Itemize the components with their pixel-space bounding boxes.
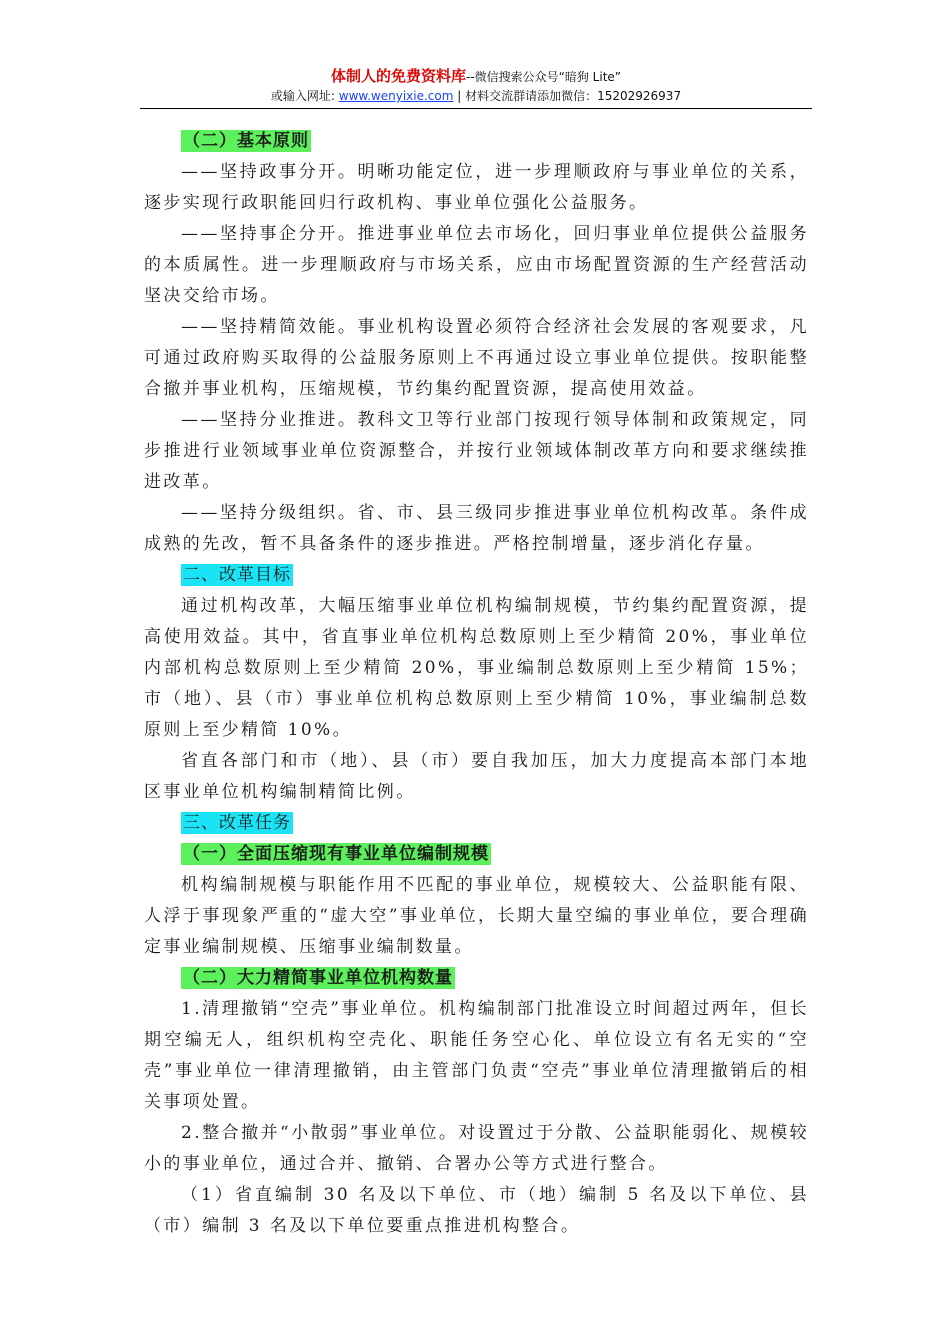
heading-highlight: （二）基本原则 xyxy=(183,131,309,151)
section-heading-basic-principles xyxy=(144,126,809,157)
subheading-task-2 xyxy=(144,963,809,994)
paragraph-principle-2: ——坚持事企分开。推进事业单位去市场化，回归事业单位提供公益服务的本质属性。进一步理顺政府与市场关系，应由市场配置资源的生产经营活动坚决交给市场。 xyxy=(144,224,809,306)
paragraph-principle-1: ——坚持政事分开。明晰功能定位，进一步理顺政府与事业单位的关系，逐步实现行政职能回归行政机构、事业单位强化公益服务。 xyxy=(144,162,809,213)
paragraph-task-1: 机构编制规模与职能作用不匹配的事业单位，规模较大、公益职能有限、人浮于事现象严重的“虚大空”事业单位，长期大量空编的事业单位，要合理确定事业编制规模、压缩事业编制数量。 xyxy=(144,875,809,957)
paragraph-principle-5: ——坚持分级组织。省、市、县三级同步推进事业单位机构改革。条件成成熟的先改，暂不具备条件的逐步推进。严格控制增量，逐步消化存量。 xyxy=(144,503,809,554)
paragraph-goals-2: 省直各部门和市（地）、县（市）要自我加压，加大力度提高本部门本地区事业单位机构编制精简比例。 xyxy=(144,751,809,802)
paragraph-goals-1: 通过机构改革，大幅压缩事业单位机构编制规模，节约集约配置资源，提高使用效益。其中，省直事业单位机构总数原则上至少精简 20%，事业单位内部机构总数原则上至少精简 20%，事业编制总数原则上至少精简 15%；市（地）、县（市）事业单位机构总数原则上至少精简 10%，事业编制总数原则上至少精简 10%。 xyxy=(144,596,809,740)
heading-highlight: 二、改革目标 xyxy=(183,565,291,585)
subheading-task-1 xyxy=(144,839,809,870)
section-heading-reform-goals xyxy=(144,560,809,591)
heading-highlight: （二）大力精简事业单位机构数量 xyxy=(183,968,453,988)
paragraph-task-2-item-2: 2.整合撤并“小散弱”事业单位。对设置过于分散、公益职能弱化、规模较小的事业单位，通过合并、撤销、合署办公等方式进行整合。 xyxy=(144,1123,809,1174)
header-url-suffix: | 材料交流群请添加微信：15202926937 xyxy=(453,89,682,103)
paragraph-task-2-item-2-1: （1）省直编制 30 名及以下单位、市（地）编制 5 名及以下单位、县（市）编制 3 名及以下单位要重点推进机构整合。 xyxy=(144,1185,809,1236)
heading-highlight: 三、改革任务 xyxy=(183,813,291,833)
paragraph-principle-4: ——坚持分业推进。教科文卫等行业部门按现行领导体制和政策规定，同步推进行业领域事业单位资源整合，并按行业领域体制改革方向和要求继续推进改革。 xyxy=(144,410,809,492)
section-heading-reform-tasks xyxy=(144,808,809,839)
document-body xyxy=(144,126,809,1242)
header-url-link[interactable]: www.wenyixie.com xyxy=(338,89,454,103)
header-divider xyxy=(140,108,812,109)
heading-highlight: （一）全面压缩现有事业单位编制规模 xyxy=(183,844,489,864)
header-promo: --微信搜索公众号“暗狗 Lite” xyxy=(465,70,622,84)
header-brand: 体制人的免费资料库 xyxy=(330,67,466,85)
page-header xyxy=(140,66,812,105)
paragraph-task-2-item-1: 1.清理撤销“空壳”事业单位。机构编制部门批准设立时间超过两年，但长期空编无人，组织机构空壳化、职能任务空心化、单位设立有名无实的“空壳”事业单位一律清理撤销，由主管部门负责“空壳”事业单位清理撤销后的相关事项处置。 xyxy=(144,999,809,1112)
header-promo-line xyxy=(140,66,812,87)
paragraph-principle-3: ——坚持精简效能。事业机构设置必须符合经济社会发展的客观要求，凡可通过政府购买取得的公益服务原则上不再通过设立事业单位提供。按职能整合撤并事业机构，压缩规模，节约集约配置资源，提高使用效益。 xyxy=(144,317,809,399)
header-url-line xyxy=(140,87,812,105)
header-url-prefix: 或输入网址: xyxy=(270,89,339,103)
